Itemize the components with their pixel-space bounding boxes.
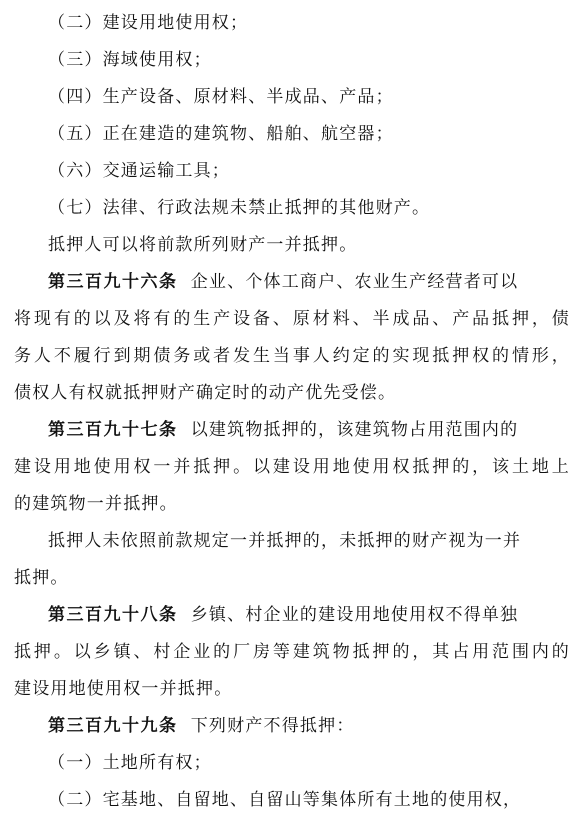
article-398-first-line [48,604,570,626]
paragraph-line: 抵押。 [14,568,69,588]
list-item: （五）正在建造的建筑物、船舶、航空器； [48,124,394,144]
list-item: （七）法律、行政法规未禁止抵押的其他财产。 [48,198,431,218]
article-396-first-line [48,271,570,293]
list-item: （四）生产设备、原材料、半成品、产品； [48,87,394,107]
paragraph-line: 抵押人未依照前款规定一并抵押的，未抵押的财产视为一并 [48,531,522,551]
list-item: （二）宅基地、自留地、自留山等集体所有土地的使用权， [48,790,522,810]
article-text: 企业、个体工商户、农业生产经营者可以 [190,272,519,292]
list-item: （三）海域使用权； [48,50,212,70]
list-item: （二）建设用地使用权； [48,13,249,33]
article-text: 乡镇、村企业的建设用地使用权不得单独 [190,605,519,625]
article-heading: 第三百九十九条 [48,716,178,736]
paragraph-line: 抵押。以乡镇、村企业的厂房等建筑物抵押的，其占用范围内的 [14,642,570,662]
article-text: 以建筑物抵押的，该建筑物占用范围内的 [190,420,519,440]
paragraph-line: 建设用地使用权一并抵押。以建设用地使用权抵押的，该土地上 [14,457,570,477]
paragraph-line: 的建筑物一并抵押。 [14,494,178,514]
article-text: 下列财产不得抵押： [190,716,355,736]
list-item: （一）土地所有权； [48,753,212,773]
article-399-first-line [48,715,570,737]
paragraph-line: 抵押人可以将前款所列财产一并抵押。 [48,235,358,255]
article-397-first-line [48,419,570,441]
list-item: （六）交通运输工具； [48,161,230,181]
paragraph-line: 将现有的以及将有的生产设备、原材料、半成品、产品抵押，债 [14,309,570,329]
article-heading: 第三百九十六条 [48,272,178,292]
paragraph-line: 建设用地使用权一并抵押。 [14,679,233,699]
article-heading: 第三百九十八条 [48,605,178,625]
paragraph-line: 债权人有权就抵押财产确定时的动产优先受偿。 [14,383,397,403]
paragraph-line: 务人不履行到期债务或者发生当事人约定的实现抵押权的情形， [14,346,570,366]
article-heading: 第三百九十七条 [48,420,178,440]
